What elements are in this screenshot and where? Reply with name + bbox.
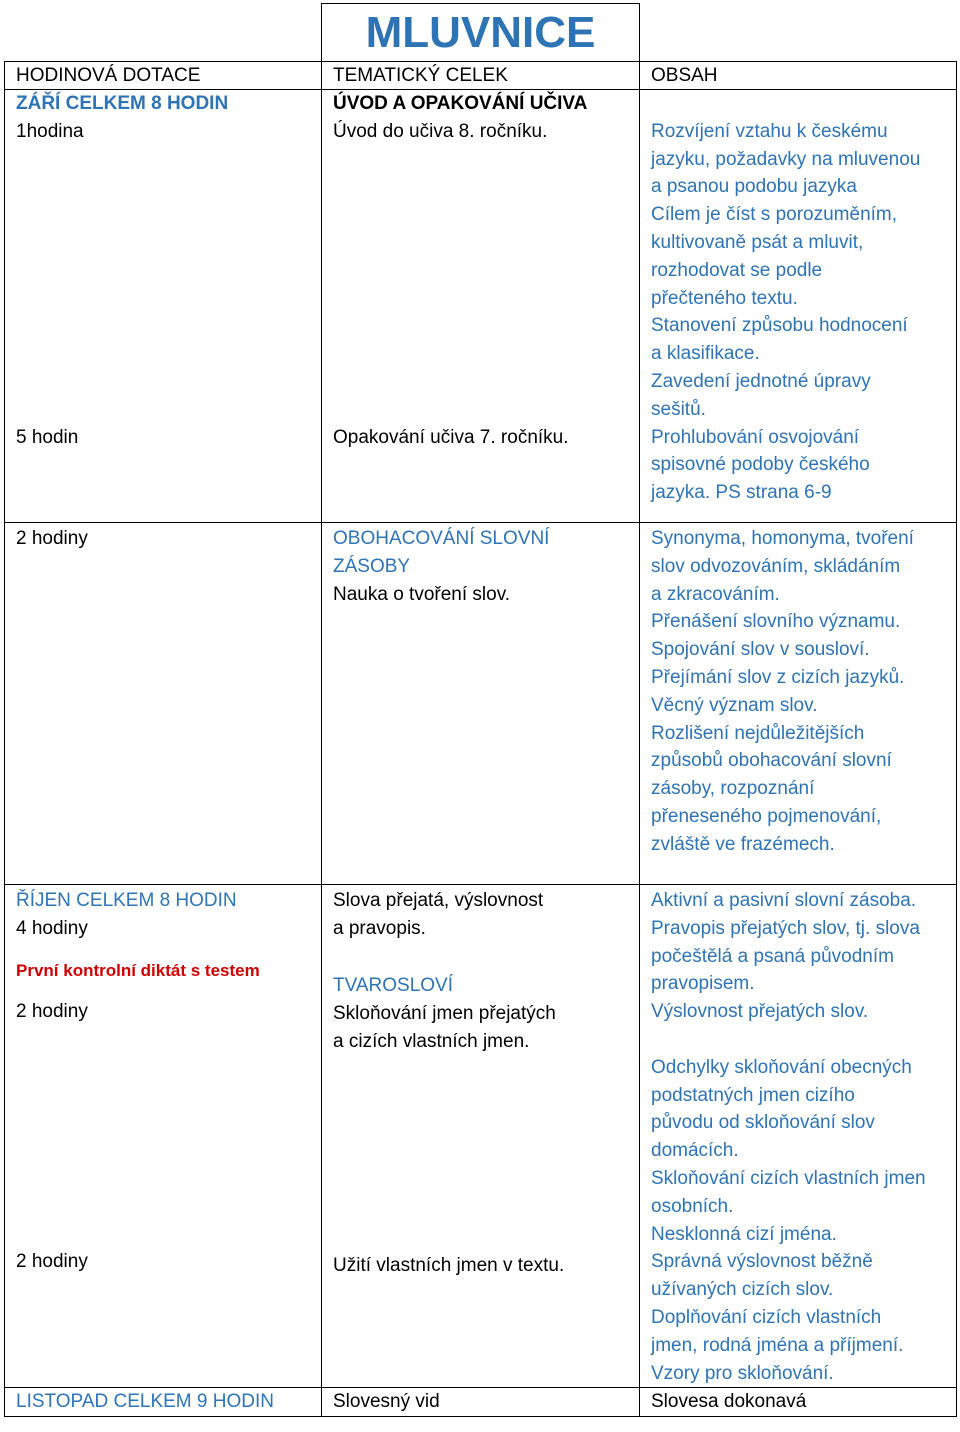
rijen-topic-3: Užití vlastních jmen v textu. <box>333 1254 565 1276</box>
listopad-topic: Slovesný vid <box>333 1391 440 1413</box>
rijen-content-line: Správná výslovnost běžně <box>651 1251 873 1273</box>
zari-content-line: kultivovaně psát a mluvit, <box>651 231 864 253</box>
rijen-content-line: jmen, rodná jména a příjmení. <box>651 1334 904 1356</box>
listopad-content-cell <box>640 1388 957 1417</box>
obohacovani-hours-cell <box>5 523 322 885</box>
rijen-topic-cell <box>322 885 640 1388</box>
listopad-topic-cell <box>322 1388 640 1417</box>
zari-topic-heading: ÚVOD A OPAKOVÁNÍ UČIVA <box>333 93 588 114</box>
rijen-hours-3: 2 hodiny <box>16 1251 88 1273</box>
zari-content-line: sešitů. <box>651 398 706 420</box>
listopad-hours-cell <box>5 1388 322 1417</box>
row-listopad <box>5 1388 957 1417</box>
zari-content-line: Cílem je číst s porozuměním, <box>651 204 898 226</box>
zari-month: ZÁŘÍ CELKEM 8 HODIN <box>16 93 229 114</box>
obohacovani-content-line: Přejímání slov z cizích jazyků. <box>651 666 905 688</box>
rijen-topic-heading: TVAROSLOVÍ <box>333 975 454 997</box>
listopad-month: LISTOPAD CELKEM 9 HODIN <box>16 1391 274 1413</box>
zari-content-line: rozhodovat se podle <box>651 259 823 281</box>
zari-topic-2: Opakování učiva 7. ročníku. <box>333 426 569 448</box>
row-obohacovani <box>5 523 957 885</box>
zari-content-line: jazyka. PS strana 6-9 <box>651 482 832 504</box>
rijen-content-line: Nesklonná cizí jména. <box>651 1223 837 1245</box>
title-row <box>5 4 957 62</box>
listopad-content: Slovesa dokonavá <box>651 1391 807 1413</box>
obohacovani-content-line: zásoby, rozpoznání <box>651 778 815 800</box>
zari-content-cell <box>640 90 957 523</box>
page-title: MLUVNICE <box>365 8 596 57</box>
rijen-topic-2a: Skloňování jmen přejatých <box>333 1003 556 1025</box>
rijen-month: ŘÍJEN CELKEM 8 HODIN <box>16 890 237 911</box>
rijen-topic-1b: a pravopis. <box>333 917 426 939</box>
obohacovani-content-line: a zkracováním. <box>651 583 780 605</box>
rijen-content-line: původu od skloňování slov <box>651 1112 875 1134</box>
rijen-dictation: První kontrolní diktát s testem <box>16 960 260 980</box>
header-content: OBSAH <box>640 62 957 90</box>
rijen-content-line: Výslovnost přejatých slov. <box>651 1001 869 1023</box>
zari-hours-2: 5 hodin <box>16 426 79 448</box>
title-cell <box>322 4 640 62</box>
obohacovani-content-line: Přenášení slovního významu. <box>651 611 901 633</box>
rijen-content-line: užívaných cizích slov. <box>651 1279 834 1301</box>
rijen-content-line: Aktivní a pasivní slovní zásoba. <box>651 890 917 911</box>
zari-hours-cell <box>5 90 322 523</box>
header-row <box>5 62 957 90</box>
obohacovani-heading-2: ZÁSOBY <box>333 555 411 577</box>
zari-topic-1: Úvod do učiva 8. ročníku. <box>333 120 548 142</box>
rijen-content-line: pravopisem. <box>651 973 755 995</box>
obohacovani-content-line: přeneseného pojmenování, <box>651 805 882 827</box>
rijen-content-line: osobních. <box>651 1195 734 1217</box>
row-zari <box>5 90 957 523</box>
zari-content-line: Prohlubování osvojování <box>651 426 860 448</box>
obohacovani-heading-1: OBOHACOVÁNÍ SLOVNÍ <box>333 528 550 549</box>
rijen-hours-1: 4 hodiny <box>16 917 88 939</box>
zari-content-line: Stanovení způsobu hodnocení <box>651 315 908 337</box>
curriculum-table <box>4 3 957 1417</box>
zari-content-line: Zavedení jednotné úpravy <box>651 370 871 392</box>
obohacovani-content-line: Synonyma, homonyma, tvoření <box>651 528 914 549</box>
obohacovani-content-line: Spojování slov v sousloví. <box>651 639 870 661</box>
obohacovani-content-line: Věcný význam slov. <box>651 694 818 716</box>
rijen-content-line: domácích. <box>651 1140 739 1162</box>
obohacovani-topic: Nauka o tvoření slov. <box>333 583 511 605</box>
zari-topic-cell <box>322 90 640 523</box>
rijen-content-line: Pravopis přejatých slov, tj. slova <box>651 917 920 939</box>
zari-content-line: Rozvíjení vztahu k českému <box>651 120 888 142</box>
obohacovani-content-line: způsobů obohacování slovní <box>651 750 892 772</box>
obohacovani-content-line: slov odvozováním, skládáním <box>651 555 901 577</box>
obohacovani-content-line: Rozlišení nejdůležitějších <box>651 722 865 744</box>
zari-content-line: a psanou podobu jazyka <box>651 176 857 198</box>
zari-content-line: a klasifikace. <box>651 343 760 365</box>
rijen-content-line: Skloňování cizích vlastních jmen <box>651 1167 926 1189</box>
rijen-content-cell <box>640 885 957 1388</box>
obohacovani-topic-cell <box>322 523 640 885</box>
zari-content-line: spisovné podoby českého <box>651 454 870 476</box>
obohacovani-content-line: zvláště ve frazémech. <box>651 833 835 855</box>
rijen-hours-cell <box>5 885 322 1388</box>
obohacovani-hours: 2 hodiny <box>16 528 88 549</box>
row-rijen <box>5 885 957 1388</box>
zari-hours-1: 1hodina <box>16 120 84 142</box>
rijen-topic-1a: Slova přejatá, výslovnost <box>333 890 544 911</box>
rijen-hours-2: 2 hodiny <box>16 1001 88 1023</box>
zari-content-line: přečteného textu. <box>651 287 798 309</box>
header-topic: TEMATICKÝ CELEK <box>322 62 640 90</box>
rijen-content-line: podstatných jmen cizího <box>651 1084 855 1106</box>
rijen-content-line: Vzory pro skloňování. <box>651 1362 834 1384</box>
rijen-content-line: Doplňování cizích vlastních <box>651 1306 882 1328</box>
zari-content-line: jazyku, požadavky na mluvenou <box>651 148 921 170</box>
obohacovani-content-cell <box>640 523 957 885</box>
rijen-topic-2b: a cizích vlastních jmen. <box>333 1030 530 1052</box>
header-hours: HODINOVÁ DOTACE <box>5 62 322 90</box>
rijen-content-line: Odchylky skloňování obecných <box>651 1056 912 1078</box>
rijen-content-line: počeštělá a psaná původním <box>651 945 894 967</box>
